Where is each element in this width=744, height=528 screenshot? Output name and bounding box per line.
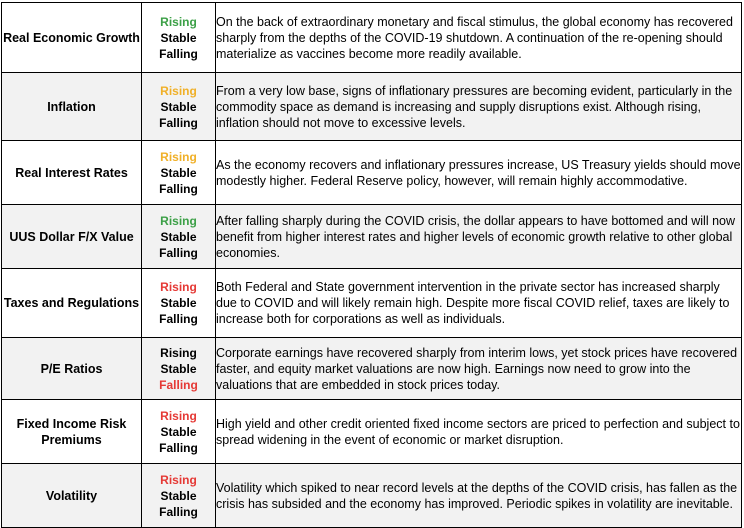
table-row [2, 73, 742, 141]
direction-levels [142, 464, 216, 528]
level-rising: Rising [160, 14, 197, 29]
table-row [2, 338, 742, 400]
table-row [2, 141, 742, 205]
table-row [2, 464, 742, 528]
level-stable: Stable [160, 30, 197, 45]
level-rising: Rising [160, 83, 197, 98]
commentary: From a very low base, signs of inflationary pressures are becoming evident, particularly in the commodity space as demand is increasing and supply disruptions exist. Although rising, inflation should not move to excessive levels. [216, 73, 742, 141]
outlook-table [1, 2, 742, 528]
level-stable: Stable [160, 99, 197, 114]
level-stable: Stable [160, 229, 197, 244]
commentary: Both Federal and State government intervention in the private sector has increased sharply due to COVID and will likely remain high. Despite more fiscal COVID relief, taxes are likely to increase both for corporations as well as individuals. [216, 269, 742, 338]
level-falling: Falling [159, 245, 198, 260]
level-falling: Falling [159, 115, 198, 130]
level-stable: Stable [160, 424, 197, 439]
level-rising: Rising [160, 149, 197, 164]
level-rising: Rising [160, 213, 197, 228]
level-stable: Stable [160, 296, 197, 310]
level-rising: Rising [160, 408, 197, 423]
commentary: Corporate earnings have recovered sharply from interim lows, yet stock prices have recovered faster, and equity market valuations are now high. Earnings now need to grow into the valuations that are embedded in stock prices today. [216, 338, 742, 400]
level-falling: Falling [159, 504, 198, 519]
factor-label: Taxes and Regulations [2, 269, 142, 338]
level-falling: Falling [159, 377, 198, 392]
direction-levels [142, 400, 216, 464]
factor-label: UUS Dollar F/X Value [2, 205, 142, 269]
commentary: High yield and other credit oriented fixed income sectors are priced to perfection and subject to spread widening in the event of economic or market disruption. [216, 400, 742, 464]
factor-label: Real Economic Growth [2, 3, 142, 73]
table-row [2, 3, 742, 73]
table-row [2, 400, 742, 464]
level-stable: Stable [160, 165, 197, 180]
level-stable: Stable [160, 361, 197, 376]
factor-label: Volatility [2, 464, 142, 528]
factor-label: P/E Ratios [2, 338, 142, 400]
direction-levels [142, 269, 216, 338]
level-falling: Falling [159, 440, 198, 455]
direction-levels [142, 141, 216, 205]
factor-label: Fixed Income Risk Premiums [2, 400, 142, 464]
direction-levels [142, 338, 216, 400]
direction-levels [142, 205, 216, 269]
commentary: After falling sharply during the COVID crisis, the dollar appears to have bottomed and will now benefit from higher interest rates and higher levels of economic growth relative to other global economies. [216, 205, 742, 269]
commentary: Volatility which spiked to near record levels at the depths of the COVID crisis, has fallen as the crisis has subsided and the economy has improved. Periodic spikes in volatility are inevitable. [216, 464, 742, 528]
level-rising: Rising [160, 472, 197, 487]
level-falling: Falling [159, 46, 198, 61]
level-rising: Rising [160, 280, 197, 294]
level-rising: Rising [160, 345, 197, 360]
direction-levels [142, 3, 216, 73]
level-falling: Falling [159, 312, 198, 326]
direction-levels [142, 73, 216, 141]
table-row [2, 269, 742, 338]
commentary: As the economy recovers and inflationary pressures increase, US Treasury yields should move modestly higher. Federal Reserve policy, however, will remain highly accommodative. [216, 141, 742, 205]
level-stable: Stable [160, 488, 197, 503]
commentary: On the back of extraordinary monetary and fiscal stimulus, the global economy has recovered sharply from the depths of the COVID-19 shutdown. A continuation of the re-opening should materialize as vaccines become more readily available. [216, 3, 742, 73]
table-row [2, 205, 742, 269]
factor-label: Real Interest Rates [2, 141, 142, 205]
level-falling: Falling [159, 181, 198, 196]
factor-label: Inflation [2, 73, 142, 141]
